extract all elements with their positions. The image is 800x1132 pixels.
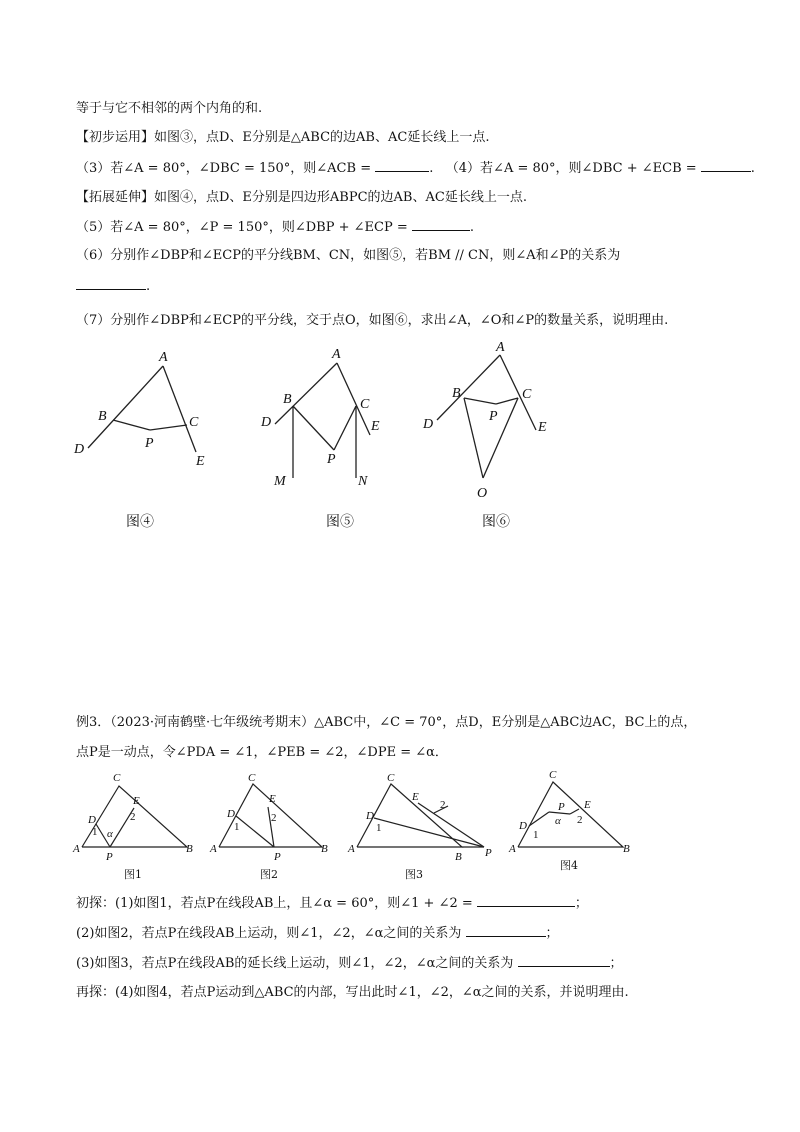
example3-line-2: 点P是一动点，令∠PDA = ∠1，∠PEB = ∠2，∠DPE = ∠α． bbox=[76, 745, 448, 760]
answer-blank-q3[interactable] bbox=[518, 954, 610, 967]
fig5-label-D: D bbox=[261, 415, 272, 430]
question-4: 再探：(4)如图4，若点P运动到△ABC的内部，写出此时∠1，∠2，∠α之间的关系，并说明理由. bbox=[76, 985, 629, 1000]
f3-label-E: E bbox=[412, 791, 419, 803]
f3-label-C: C bbox=[387, 772, 395, 784]
period: . bbox=[429, 161, 434, 176]
f3-angle-2: 2 bbox=[440, 799, 446, 811]
answer-blank-q1[interactable] bbox=[477, 894, 575, 907]
fig4-caption: 图④ bbox=[126, 514, 154, 530]
f1-angle-1: 1 bbox=[92, 826, 98, 838]
f2-angle-2: 2 bbox=[271, 812, 277, 824]
fig6-label-P: P bbox=[489, 409, 498, 424]
f1-label-C: C bbox=[113, 772, 121, 784]
text-line-0: 等于与它不相邻的两个内角的和. bbox=[76, 101, 263, 116]
fig5-label-A: A bbox=[332, 347, 341, 362]
f3-angle-1: 1 bbox=[376, 822, 382, 834]
f3-label-A: A bbox=[348, 843, 355, 855]
f1-angle-alpha: α bbox=[107, 828, 113, 840]
question-2-text: (2)如图2，若点P在线段AB上运动，则∠1，∠2，∠α之间的关系为 bbox=[76, 926, 462, 941]
fig6-label-A: A bbox=[496, 340, 505, 355]
text-line-7: （7）分别作∠DBP和∠ECP的平分线，交于点O，如图⑥，求出∠A，∠O和∠P的数量关系，说明理由. bbox=[76, 313, 669, 328]
f1-label-A: A bbox=[73, 843, 80, 855]
f4-label-D: D bbox=[519, 820, 527, 832]
fig6-label-B: B bbox=[452, 386, 461, 401]
f1-label-P: P bbox=[106, 851, 113, 863]
fig5-label-M: M bbox=[274, 474, 286, 489]
f4-label-A: A bbox=[509, 843, 516, 855]
fig4-label-B: B bbox=[98, 409, 107, 424]
f4-label-C: C bbox=[549, 769, 557, 781]
fig5-label-B: B bbox=[283, 392, 292, 407]
question-5: （5）若∠A = 80°，∠P = 150°，则∠DBP + ∠ECP = bbox=[76, 220, 408, 235]
f4-label-P: P bbox=[558, 801, 565, 813]
semicolon: ； bbox=[545, 926, 559, 941]
fig6-label-C: C bbox=[522, 387, 532, 402]
f2-label-P: P bbox=[274, 851, 281, 863]
fig4-label-D: D bbox=[74, 442, 85, 457]
fig5-label-C: C bbox=[360, 397, 370, 412]
question-1 bbox=[76, 894, 588, 913]
f3-label-P: P bbox=[485, 847, 492, 859]
fig4-label-E: E bbox=[196, 454, 205, 469]
semicolon: ； bbox=[609, 956, 623, 971]
f1-label-D: D bbox=[88, 814, 96, 826]
f2-label-A: A bbox=[210, 843, 217, 855]
f2-label-D: D bbox=[227, 808, 235, 820]
f2-label-B: B bbox=[321, 843, 328, 855]
fig5-label-E: E bbox=[371, 419, 380, 434]
fig6-label-D: D bbox=[423, 417, 434, 432]
f3-caption: 图3 bbox=[405, 868, 423, 881]
f1-angle-2: 2 bbox=[130, 811, 136, 823]
fig5-caption: 图⑤ bbox=[326, 514, 354, 530]
period: . bbox=[469, 220, 475, 235]
question-4: （4）若∠A = 80°，则∠DBC + ∠ECB = bbox=[445, 161, 697, 176]
fig4-label-P: P bbox=[145, 436, 154, 451]
f4-label-E: E bbox=[584, 799, 591, 811]
fig5-label-N: N bbox=[358, 474, 368, 489]
f2-label-C: C bbox=[248, 772, 256, 784]
fig6-label-O: O bbox=[477, 486, 488, 501]
f2-caption: 图2 bbox=[260, 868, 278, 881]
fig5-label-P: P bbox=[327, 452, 336, 467]
period: . bbox=[750, 161, 755, 176]
fig6-label-E: E bbox=[538, 420, 547, 435]
f4-caption: 图4 bbox=[560, 859, 578, 872]
text-line-3: 【拓展延伸】如图④，点D、E分别是四边形ABPC的边AB、AC延长线上一点. bbox=[76, 190, 527, 205]
question-2 bbox=[76, 924, 559, 943]
answer-blank-q2[interactable] bbox=[466, 924, 546, 937]
f1-label-E: E bbox=[133, 795, 140, 807]
fig4-label-C: C bbox=[189, 415, 199, 430]
f4-angle-alpha: α bbox=[555, 815, 561, 827]
f2-label-E: E bbox=[269, 793, 276, 805]
question-3: （3）若∠A = 80°，∠DBC = 150°，则∠ACB = bbox=[76, 161, 372, 176]
f3-label-D: D bbox=[366, 810, 374, 822]
question-1-text: 初探：(1)如图1，若点P在线段AB上，且∠α = 60°，则∠1 + ∠2 = bbox=[76, 896, 473, 911]
question-3-text: (3)如图3，若点P在线段AB的延长线上运动，则∠1，∠2，∠α之间的关系为 bbox=[76, 956, 514, 971]
semicolon: ； bbox=[574, 896, 588, 911]
f2-angle-1: 1 bbox=[234, 821, 240, 833]
fig6-caption: 图⑥ bbox=[482, 514, 510, 530]
text-line-1: 【初步运用】如图③，点D、E分别是△ABC的边AB、AC延长线上一点. bbox=[76, 130, 490, 145]
example3-line-1: 例3．（2023·河南鹤壁·七年级统考期末）△ABC中，∠C = 70°，点D，E分别是△ABC边AC，BC上的点， bbox=[76, 715, 697, 730]
f4-angle-2: 2 bbox=[577, 814, 583, 826]
f3-label-B: B bbox=[455, 851, 462, 863]
f1-caption: 图1 bbox=[124, 868, 142, 881]
text-line-5: （6）分别作∠DBP和∠ECP的平分线BM、CN，如图⑤，若BM // CN，则∠A和∠P的关系为 bbox=[76, 248, 621, 263]
f1-label-B: B bbox=[186, 843, 193, 855]
fig4-label-A: A bbox=[159, 350, 168, 365]
question-3 bbox=[76, 954, 623, 973]
f4-angle-1: 1 bbox=[533, 829, 539, 841]
f4-label-B: B bbox=[623, 843, 630, 855]
period: . bbox=[146, 279, 151, 294]
